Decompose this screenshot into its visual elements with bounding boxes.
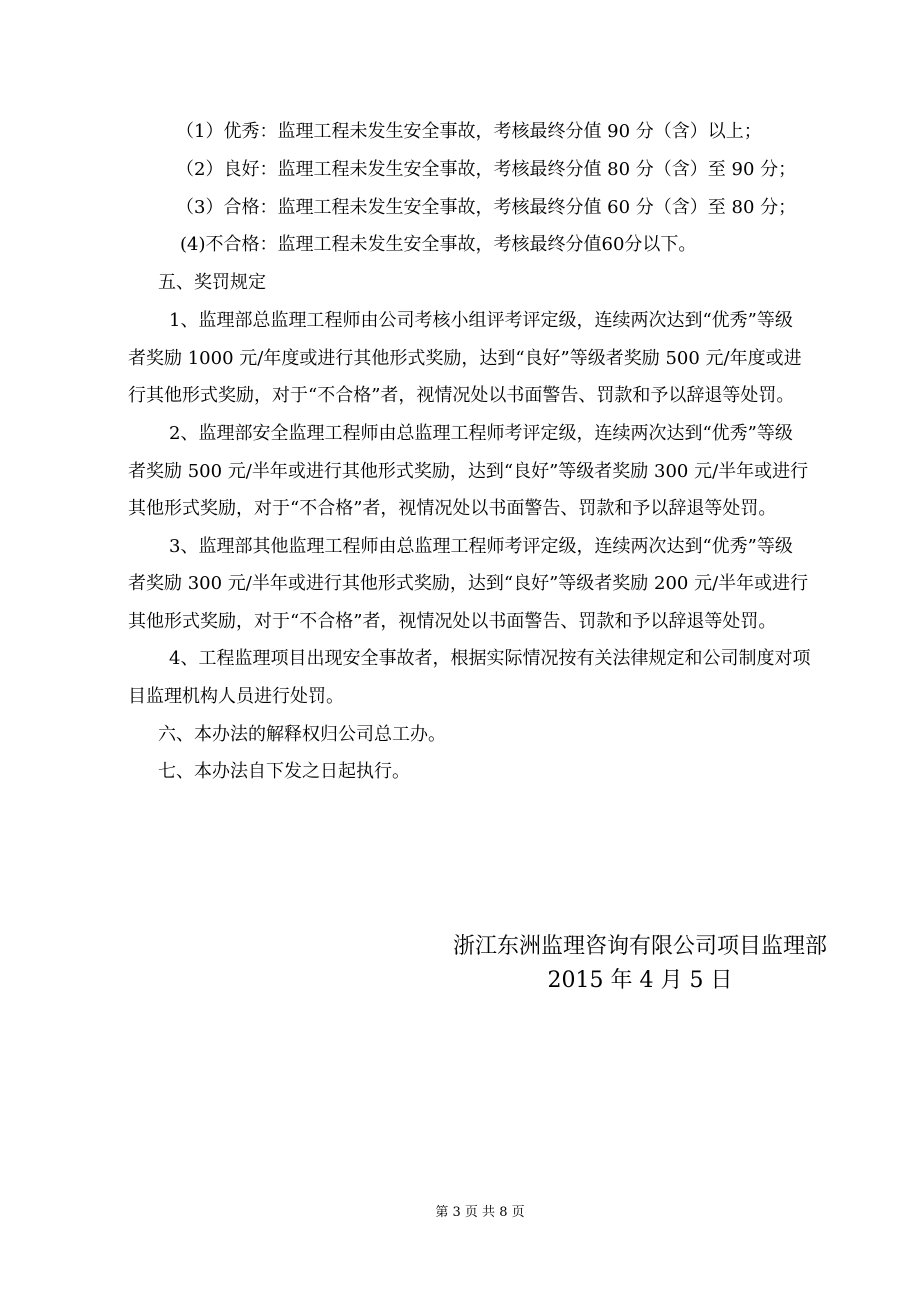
page-footer xyxy=(0,1203,920,1223)
rule1-line2: 者奖励 1000 元/年度或进行其他形式奖励，达到“良好”等级者奖励 500 元/年度或进 xyxy=(128,348,802,369)
section7: 七、本办法自下发之日起执行。 xyxy=(158,761,410,782)
grade-pass: （3）合格：监理工程未发生安全事故，考核最终分值 60 分（含）至 80 分； xyxy=(176,197,797,218)
rule4-line1: 4、工程监理项目出现安全事故者，根据实际情况按有关法律规定和公司制度对项 xyxy=(169,648,811,669)
signature-organization: 浙江东洲监理咨询有限公司项目监理部 xyxy=(452,934,827,959)
rule2-line1: 2、监理部安全监理工程师由总监理工程师考评定级，连续两次达到“优秀”等级 xyxy=(169,423,793,444)
rule3-line3: 其他形式奖励，对于“不合格”者，视情况处以书面警告、罚款和予以辞退等处罚。 xyxy=(128,611,777,632)
rule3-line1: 3、监理部其他监理工程师由总监理工程师考评定级，连续两次达到“优秀”等级 xyxy=(169,536,793,557)
rule2-line3: 其他形式奖励，对于“不合格”者，视情况处以书面警告、罚款和予以辞退等处罚。 xyxy=(128,498,777,519)
grade-excellent: （1）优秀：监理工程未发生安全事故，考核最终分值 90 分（含）以上； xyxy=(176,121,762,142)
rule2-line2: 者奖励 500 元/半年或进行其他形式奖励，达到“良好”等级者奖励 300 元/半年或进行 xyxy=(128,461,809,482)
signature-date: 2015 年 4 月 5 日 xyxy=(547,968,733,993)
section5-title: 五、奖罚规定 xyxy=(158,272,266,293)
rule1-line3: 行其他形式奖励，对于“不合格”者，视情况处以书面警告、罚款和予以辞退等处罚。 xyxy=(128,385,795,406)
rule4-line2: 目监理机构人员进行处罚。 xyxy=(128,686,344,707)
signature-block xyxy=(450,930,830,998)
page-number: 第 3 页 共 8 页 xyxy=(435,1205,525,1220)
grade-good: （2）良好：监理工程未发生安全事故，考核最终分值 80 分（含）至 90 分； xyxy=(176,159,797,180)
rule3-line2: 者奖励 300 元/半年或进行其他形式奖励，达到“良好”等级者奖励 200 元/半年或进行 xyxy=(128,573,809,594)
rule1-line1: 1、监理部总监理工程师由公司考核小组评考评定级，连续两次达到“优秀”等级 xyxy=(169,310,793,331)
grade-fail: (4)不合格：监理工程未发生安全事故，考核最终分值60分以下。 xyxy=(180,234,697,255)
section6: 六、本办法的解释权归公司总工办。 xyxy=(158,724,446,745)
